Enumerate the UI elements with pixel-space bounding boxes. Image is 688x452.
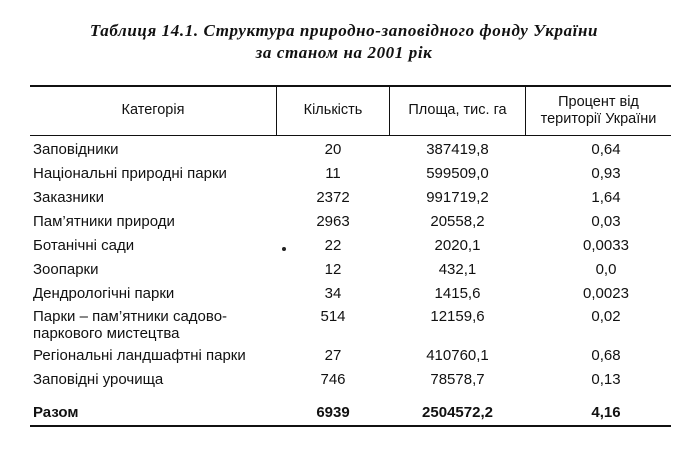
row-1-area: 387419,8 xyxy=(426,141,489,158)
row-4-area: 20558,2 xyxy=(430,213,485,230)
total-label: Разом xyxy=(33,404,79,421)
row-8-area: 12159,6 xyxy=(430,308,485,325)
header-count: Кількість xyxy=(303,102,363,118)
row-2-area: 599509,0 xyxy=(426,165,489,182)
header-percent-line2: території України xyxy=(540,110,657,127)
row-6-category: Зоопарки xyxy=(33,261,99,278)
row-5-area: 2020,1 xyxy=(434,237,481,254)
row-10-percent: 0,13 xyxy=(591,371,621,388)
row-6-area: 432,1 xyxy=(438,261,477,278)
row-2-count: 11 xyxy=(325,165,341,182)
row-2-category: Національні природні парки xyxy=(33,165,227,182)
row-6-count: 12 xyxy=(324,261,342,278)
row-2-percent: 0,93 xyxy=(591,165,621,182)
row-7-category: Дендрологічні парки xyxy=(33,285,175,302)
row-1-percent: 0,64 xyxy=(591,141,621,158)
row-4-percent: 0,03 xyxy=(591,213,621,230)
caption-subtitle: за станом на 2001 рік xyxy=(255,43,433,62)
header-area: Площа, тис. га xyxy=(408,102,507,118)
row-6-percent: 0,0 xyxy=(595,261,617,278)
header-percent xyxy=(526,86,671,135)
row-7-area: 1415,6 xyxy=(434,285,481,302)
row-10-count: 746 xyxy=(320,371,346,388)
header-category: Категорія xyxy=(121,102,185,118)
row-4-count: 2963 xyxy=(316,213,350,230)
row-9-category: Регіональні ландшафтні парки xyxy=(33,347,246,364)
row-3-percent: 1,64 xyxy=(591,189,621,206)
row-9-percent: 0,68 xyxy=(591,347,621,364)
row-5-category: Ботанічні сади xyxy=(33,237,135,254)
row-8-percent: 0,02 xyxy=(591,308,621,325)
total-area: 2504572,2 xyxy=(422,404,493,421)
total-count: 6939 xyxy=(316,404,350,421)
row-5-count: 22 xyxy=(324,237,342,254)
total-percent: 4,16 xyxy=(591,404,621,421)
row-8-category-line2: паркового мистецтва xyxy=(33,325,180,342)
row-10-area: 78578,7 xyxy=(430,371,485,388)
table-bottom-rule xyxy=(30,425,671,427)
table-caption xyxy=(0,20,688,64)
header-percent-line1: Процент від xyxy=(558,93,639,110)
row-5-percent: 0,0033 xyxy=(583,237,629,254)
row-1-category: Заповідники xyxy=(33,141,119,158)
row-4-category: Пам’ятники природи xyxy=(33,213,175,230)
row-3-count: 2372 xyxy=(316,189,350,206)
row-9-count: 27 xyxy=(324,347,342,364)
row-7-count: 34 xyxy=(324,285,342,302)
row-8-count: 514 xyxy=(320,308,346,325)
header-bottom-rule xyxy=(30,135,671,136)
row-7-percent: 0,0023 xyxy=(583,285,629,302)
row-3-area: 991719,2 xyxy=(426,189,489,206)
row-10-category: Заповідні урочища xyxy=(33,371,164,388)
row-8-category-line1: Парки – пам’ятники садово- xyxy=(33,308,228,325)
caption-title: Таблиця 14.1. Структура природно-заповідного фонду України xyxy=(89,21,599,40)
row-1-count: 20 xyxy=(324,141,342,158)
row-9-area: 410760,1 xyxy=(426,347,489,364)
row-3-category: Заказники xyxy=(33,189,104,206)
